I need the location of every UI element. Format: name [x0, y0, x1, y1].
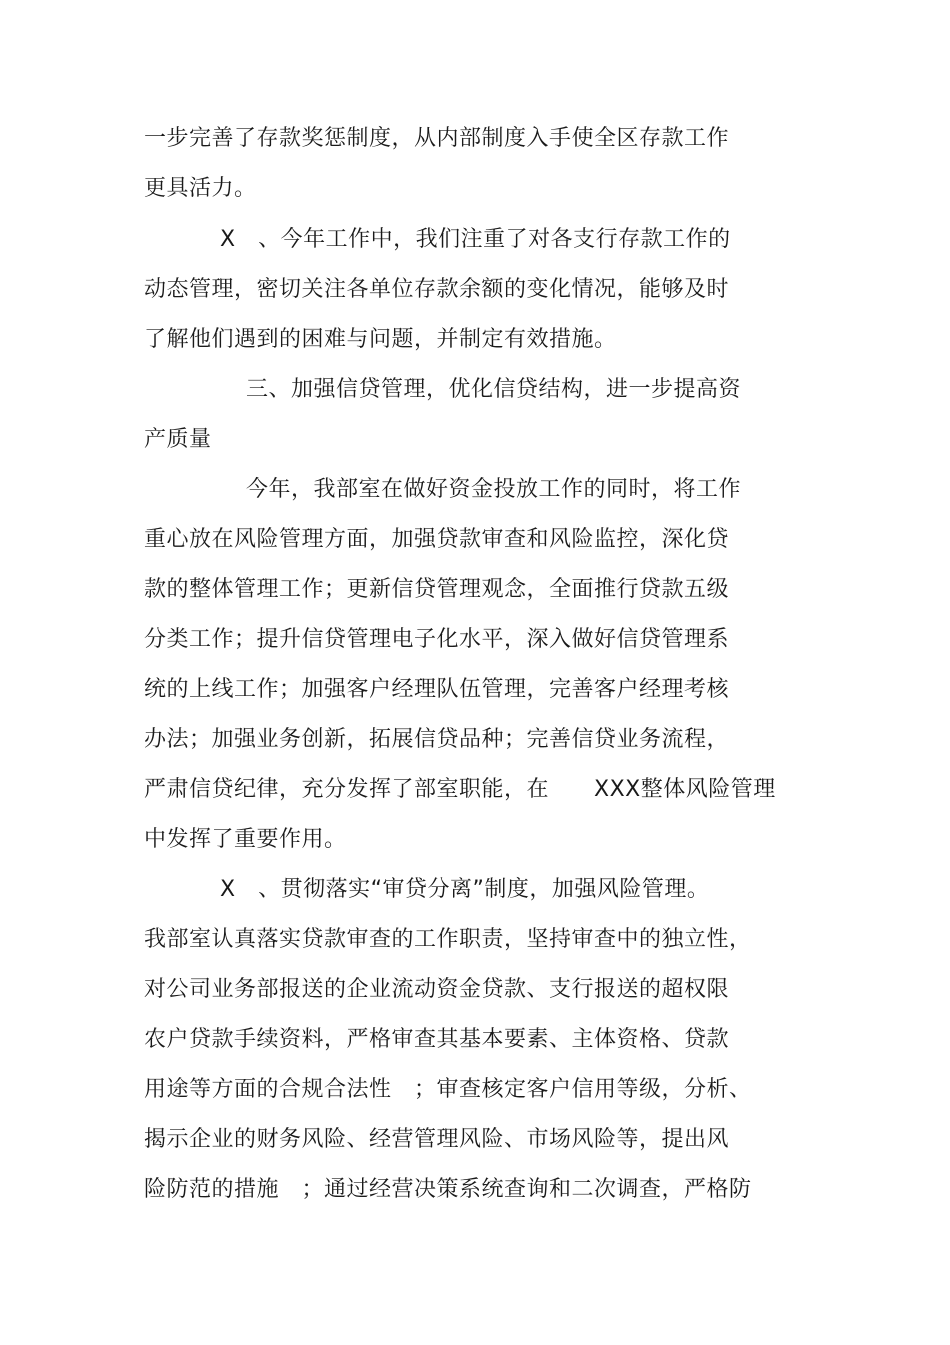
text-line: 用途等方面的合规合法性 ；审查核定客户信用等级，分析、: [144, 1077, 752, 1102]
text-line: X 、今年工作中，我们注重了对各支行存款工作的: [220, 227, 731, 252]
text-line: 揭示企业的财务风险、经营管理风险、市场风险等，提出风: [144, 1127, 730, 1152]
text-line: 险防范的措施 ；通过经营决策系统查询和二次调查，严格防: [144, 1177, 752, 1202]
text-line: X 、贯彻落实“审贷分离”制度，加强风险管理。: [220, 877, 710, 902]
section-heading-continued: 产质量: [144, 427, 212, 452]
text-line: 办法；加强业务创新，拓展信贷品种；完善信贷业务流程，: [144, 727, 730, 752]
text-line: 统的上线工作；加强客户经理队伍管理，完善客户经理考核: [144, 677, 730, 702]
text-line: 我部室认真落实贷款审查的工作职责，坚持审查中的独立性，: [144, 927, 752, 952]
text-line: 款的整体管理工作；更新信贷管理观念，全面推行贷款五级: [144, 577, 730, 602]
text-line: 对公司业务部报送的企业流动资金贷款、支行报送的超权限: [144, 977, 730, 1002]
text-line: 一步完善了存款奖惩制度，从内部制度入手使全区存款工作: [144, 126, 730, 151]
text-line: 动态管理，密切关注各单位存款余额的变化情况，能够及时: [144, 277, 730, 302]
section-heading: 三、加强信贷管理，优化信贷结构，进一步提高资: [246, 377, 742, 402]
text-line: 中发挥了重要作用。: [144, 827, 347, 852]
text-line: 严肃信贷纪律，充分发挥了部室职能，在 XXX整体风险管理: [144, 777, 776, 802]
text-line: 分类工作；提升信贷管理电子化水平，深入做好信贷管理系: [144, 627, 730, 652]
text-line: 农户贷款手续资料，严格审查其基本要素、主体资格、贷款: [144, 1027, 730, 1052]
text-line: 重心放在风险管理方面，加强贷款审查和风险监控，深化贷: [144, 527, 730, 552]
text-line: 了解他们遇到的困难与问题，并制定有效措施。: [144, 327, 617, 352]
text-line: 更具活力。: [144, 176, 257, 201]
text-line: 今年，我部室在做好资金投放工作的同时，将工作: [246, 477, 742, 502]
